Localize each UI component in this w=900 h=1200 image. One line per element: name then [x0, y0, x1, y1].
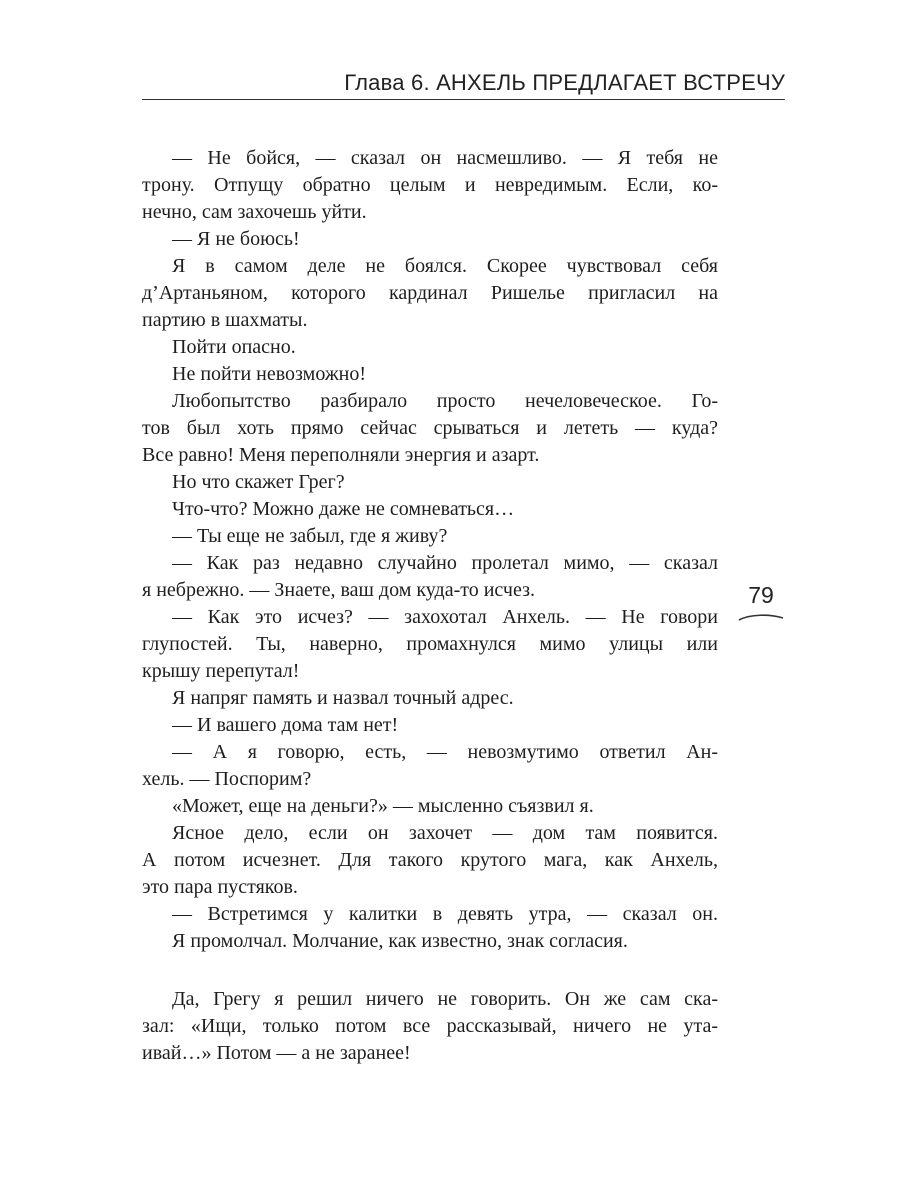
- text-line: Я промолчал. Молчание, как известно, знак согласия.: [172, 930, 628, 952]
- body-text: [142, 145, 718, 1067]
- text-line: Я в самом деле не боялся. Скорее чувствовал себя: [172, 255, 718, 277]
- text-line: ивай…» Потом — а не заранее!: [142, 1042, 411, 1064]
- text-line: это пара пустяков.: [142, 876, 298, 898]
- section-break: [142, 955, 718, 986]
- text-line: Любопытство разбирало просто нечеловеческое. Го-: [172, 390, 718, 412]
- text-line: — Я не боюсь!: [172, 228, 300, 250]
- text-line: Все равно! Меня переполняли энергия и азарт.: [142, 444, 540, 466]
- text-line: — Ты еще не забыл, где я живу?: [172, 525, 448, 547]
- running-header: Глава 6. АНХЕЛЬ ПРЕДЛАГАЕТ ВСТРЕЧУ: [344, 70, 785, 95]
- text-line: Да, Грегу я решил ничего не говорить. Он же сам ска-: [172, 988, 718, 1010]
- text-line: Не пойти невозможно!: [172, 363, 367, 385]
- text-line: Но что скажет Грег?: [172, 471, 345, 493]
- text-line: д’Артаньяном, которого кардинал Ришелье пригласил на: [142, 282, 718, 304]
- text-line: — Как это исчез? — захохотал Анхель. — Не говори: [172, 606, 718, 628]
- text-line: я небрежно. — Знаете, ваш дом куда-то исчез.: [142, 579, 535, 601]
- folio-swash: [738, 612, 784, 624]
- text-line: крышу перепутал!: [142, 660, 300, 682]
- text-line: А потом исчезнет. Для такого крутого мага, как Анхель,: [142, 849, 718, 871]
- text-line: — И вашего дома там нет!: [172, 714, 399, 736]
- text-line: хель. — Поспорим?: [142, 768, 312, 790]
- page-number: 79: [748, 582, 774, 608]
- text-line: партию в шахматы.: [142, 309, 308, 331]
- text-line: — Встретимся у калитки в девять утра, — сказал он.: [172, 903, 718, 925]
- text-line: нечно, сам захочешь уйти.: [142, 201, 367, 223]
- text-line: зал: «Ищи, только потом все рассказывай, ничего не ута-: [142, 1015, 718, 1037]
- text-line: Что-что? Можно даже не сомневаться…: [172, 498, 515, 520]
- text-line: глупостей. Ты, наверно, промахнулся мимо улицы или: [142, 633, 718, 655]
- text-line: — А я говорю, есть, — невозмутимо ответил Ан-: [172, 741, 718, 763]
- text-line: Я напряг память и назвал точный адрес.: [172, 687, 514, 709]
- text-line: тов был хоть прямо сейчас срываться и лететь — куда?: [142, 417, 718, 439]
- text-line: — Не бойся, — сказал он насмешливо. — Я тебя не: [172, 147, 718, 169]
- text-line: трону. Отпущу обратно целым и невредимым. Если, ко-: [142, 174, 718, 196]
- text-line: — Как раз недавно случайно пролетал мимо, — сказал: [172, 552, 718, 574]
- text-line: «Может, еще на деньги?» — мысленно съязвил я.: [172, 795, 594, 817]
- header-rule: [142, 99, 785, 100]
- text-line: Ясное дело, если он захочет — дом там появится.: [172, 822, 718, 844]
- text-line: Пойти опасно.: [172, 336, 296, 358]
